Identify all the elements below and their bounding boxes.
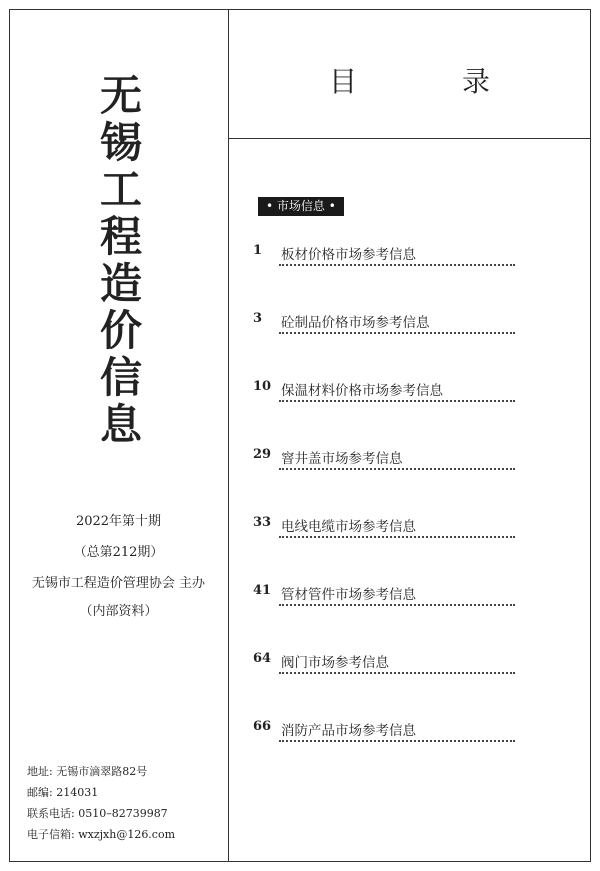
toc-page-number: 3 [253, 311, 263, 326]
toc-page-number: 64 [253, 651, 272, 666]
toc-title: 目 录 [329, 65, 538, 98]
email: 电子信箱: wxzjxh@126.com [27, 828, 176, 841]
publication-title [86, 72, 156, 448]
postcode: 邮编: 214031 [27, 786, 99, 799]
toc-page-number: 66 [253, 719, 272, 734]
dotted-leader [279, 536, 515, 538]
address: 地址: 无锡市滴翠路82号 [27, 765, 148, 778]
dotted-leader [279, 332, 515, 334]
dotted-leader [279, 468, 515, 470]
toc-label: 管材管件市场参考信息 [281, 587, 416, 603]
section-tag: • 市场信息 • [258, 197, 344, 216]
toc-page-number: 41 [253, 583, 272, 598]
issue-number: 2022年第十期 [75, 514, 162, 529]
dotted-leader [279, 400, 515, 402]
toc-page-number: 10 [253, 379, 272, 394]
horizontal-divider [228, 138, 591, 139]
toc-label: 窨井盖市场参考信息 [281, 451, 403, 467]
title-char: 息 [99, 400, 142, 449]
toc-label: 消防产品市场参考信息 [281, 723, 416, 739]
dotted-leader [279, 264, 515, 266]
title-char: 信 [99, 353, 142, 402]
dotted-leader [279, 672, 515, 674]
toc-label: 电线电缆市场参考信息 [281, 519, 416, 535]
publisher: 无锡市工程造价管理协会 主办 [31, 576, 206, 591]
toc-page-number: 29 [253, 447, 272, 462]
internal-note: （内部资料） [79, 604, 158, 619]
toc-label: 砼制品价格市场参考信息 [281, 315, 430, 331]
title-char: 价 [99, 306, 142, 355]
toc-page-number: 33 [253, 515, 272, 530]
toc-label: 保温材料价格市场参考信息 [281, 383, 443, 399]
phone: 联系电话: 0510–82739987 [27, 807, 168, 820]
toc-page-number: 1 [253, 243, 263, 258]
contact-info [27, 761, 175, 845]
title-char: 程 [99, 212, 142, 261]
toc-label: 阀门市场参考信息 [281, 655, 389, 671]
title-char: 无 [99, 71, 142, 120]
total-issue-number: （总第212期） [73, 545, 164, 560]
vertical-divider [228, 9, 229, 862]
title-char: 工 [99, 165, 142, 214]
title-char: 锡 [99, 118, 142, 167]
toc-label: 板材价格市场参考信息 [281, 247, 416, 263]
title-char: 造 [99, 259, 142, 308]
dotted-leader [279, 604, 515, 606]
dotted-leader [279, 740, 515, 742]
